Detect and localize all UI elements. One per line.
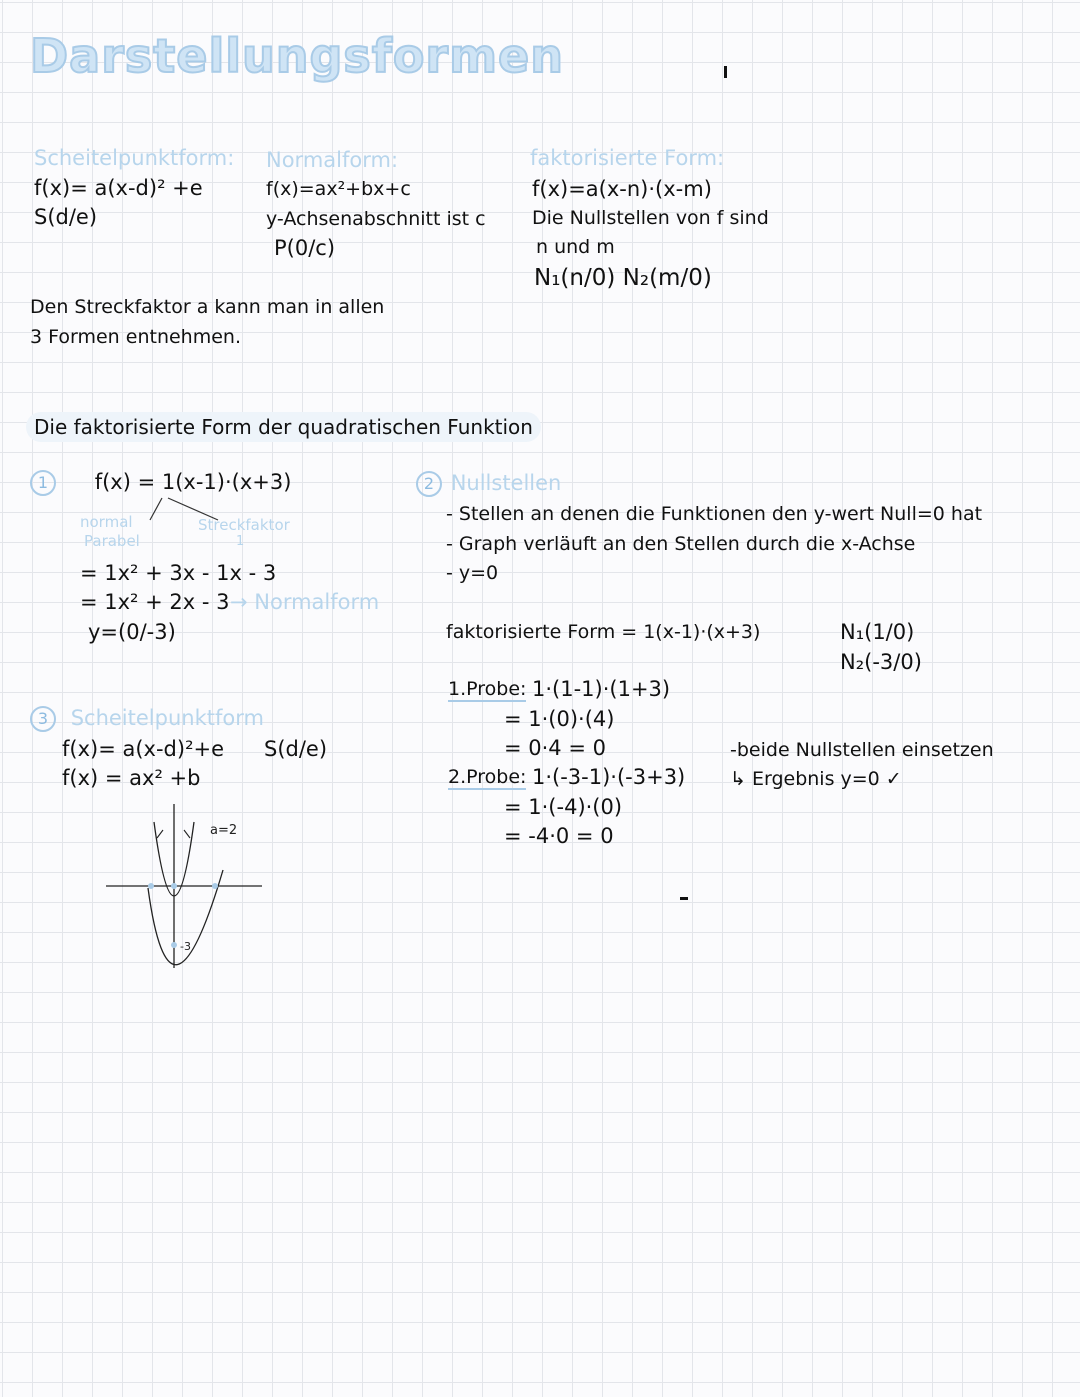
root-point bbox=[148, 883, 154, 889]
faktorisiert-formula: f(x)=a(x-n)·(x-m) bbox=[532, 177, 712, 201]
part1-number: 1 bbox=[30, 470, 56, 496]
graph-a-label: a=2 bbox=[210, 823, 238, 838]
part3-formula2: f(x) = ax² +b bbox=[62, 766, 201, 790]
part3-point: S(d/e) bbox=[264, 737, 328, 761]
probe-note1: -beide Nullstellen einsetzen bbox=[730, 739, 994, 761]
part2-n1: N₁(1/0) bbox=[840, 620, 915, 644]
normalform-formula: f(x)=ax²+bx+c bbox=[266, 178, 411, 200]
normalform-point: P(0/c) bbox=[274, 236, 336, 260]
part1-step1: = 1x² + 3x - 1x - 3 bbox=[80, 561, 277, 585]
label-streckfaktor: Streckfaktor bbox=[198, 516, 290, 534]
faktorisiert-line2: n und m bbox=[536, 236, 615, 258]
faktorisiert-roots: N₁(n/0) N₂(m/0) bbox=[534, 265, 712, 291]
part1-row bbox=[30, 470, 291, 496]
root-point bbox=[212, 883, 218, 889]
probe1-c: = 0·4 = 0 bbox=[504, 736, 606, 760]
part3-number: 3 bbox=[30, 706, 56, 732]
probe2-b: = 1·(-4)·(0) bbox=[504, 795, 623, 819]
probe1-label: 1.Probe: bbox=[448, 678, 527, 700]
part2-bullet1: - Stellen an denen die Funktionen den y-wert Null=0 hat bbox=[446, 503, 983, 525]
normalform-label: Normalform: bbox=[266, 148, 399, 172]
part1-step2-note: → Normalform bbox=[230, 590, 380, 614]
graph-y-label: -3 bbox=[180, 940, 191, 953]
vertex-point bbox=[171, 942, 177, 948]
page-title: Darstellungsformen bbox=[30, 29, 564, 83]
tick-mark bbox=[157, 830, 163, 838]
pen-mark bbox=[724, 66, 727, 78]
part3-header bbox=[30, 706, 264, 732]
probe2-label: 2.Probe: bbox=[448, 766, 527, 788]
streckfaktor-note-line2: 3 Formen entnehmen. bbox=[30, 326, 241, 348]
probe1-a: 1·(1-1)·(1+3) bbox=[532, 677, 671, 701]
probe-note2: ↳ Ergebnis y=0 ✓ bbox=[730, 768, 902, 790]
part2-bullet3: - y=0 bbox=[446, 562, 499, 584]
part2-label: Nullstellen bbox=[450, 471, 562, 495]
section-heading: Die faktorisierte Form der quadratischen Funktion bbox=[26, 412, 541, 442]
part3-formula1: f(x)= a(x-d)²+e bbox=[62, 737, 225, 761]
pen-dash bbox=[680, 897, 688, 900]
tick-mark bbox=[184, 830, 190, 838]
part2-header bbox=[416, 471, 561, 497]
part2-faktorisiert: faktorisierte Form = 1(x-1)·(x+3) bbox=[446, 621, 761, 643]
probe2-a: 1·(-3-1)·(-3+3) bbox=[532, 765, 686, 789]
label-streckfaktor-value: 1 bbox=[236, 534, 245, 549]
label-normal: normal bbox=[80, 513, 133, 531]
part2-n2: N₂(-3/0) bbox=[840, 650, 922, 674]
part2-bullet2: - Graph verläuft an den Stellen durch die x-Achse bbox=[446, 533, 916, 555]
scheitelpunkt-label: Scheitelpunktform: bbox=[34, 146, 235, 170]
part1-step2: = 1x² + 2x - 3 bbox=[80, 590, 230, 614]
vertex-point bbox=[171, 883, 177, 889]
normalform-note: y-Achsenabschnitt ist c bbox=[266, 208, 486, 230]
part1-formula: f(x) = 1(x-1)·(x+3) bbox=[94, 470, 292, 494]
part3-label: Scheitelpunktform bbox=[70, 706, 264, 730]
part2-number: 2 bbox=[416, 471, 442, 497]
scheitelpunkt-point: S(d/e) bbox=[34, 205, 98, 229]
probe2-c: = -4·0 = 0 bbox=[504, 824, 614, 848]
probe1-b: = 1·(0)·(4) bbox=[504, 707, 615, 731]
scheitelpunkt-formula: f(x)= a(x-d)² +e bbox=[34, 176, 203, 200]
parabola-sketch bbox=[100, 800, 270, 975]
faktorisiert-label: faktorisierte Form: bbox=[530, 146, 725, 170]
faktorisiert-line1: Die Nullstellen von f sind bbox=[532, 207, 769, 229]
streckfaktor-note-line1: Den Streckfaktor a kann man in allen bbox=[30, 296, 385, 318]
part1-y: y=(0/-3) bbox=[88, 620, 176, 644]
label-parabel: Parabel bbox=[84, 532, 140, 550]
